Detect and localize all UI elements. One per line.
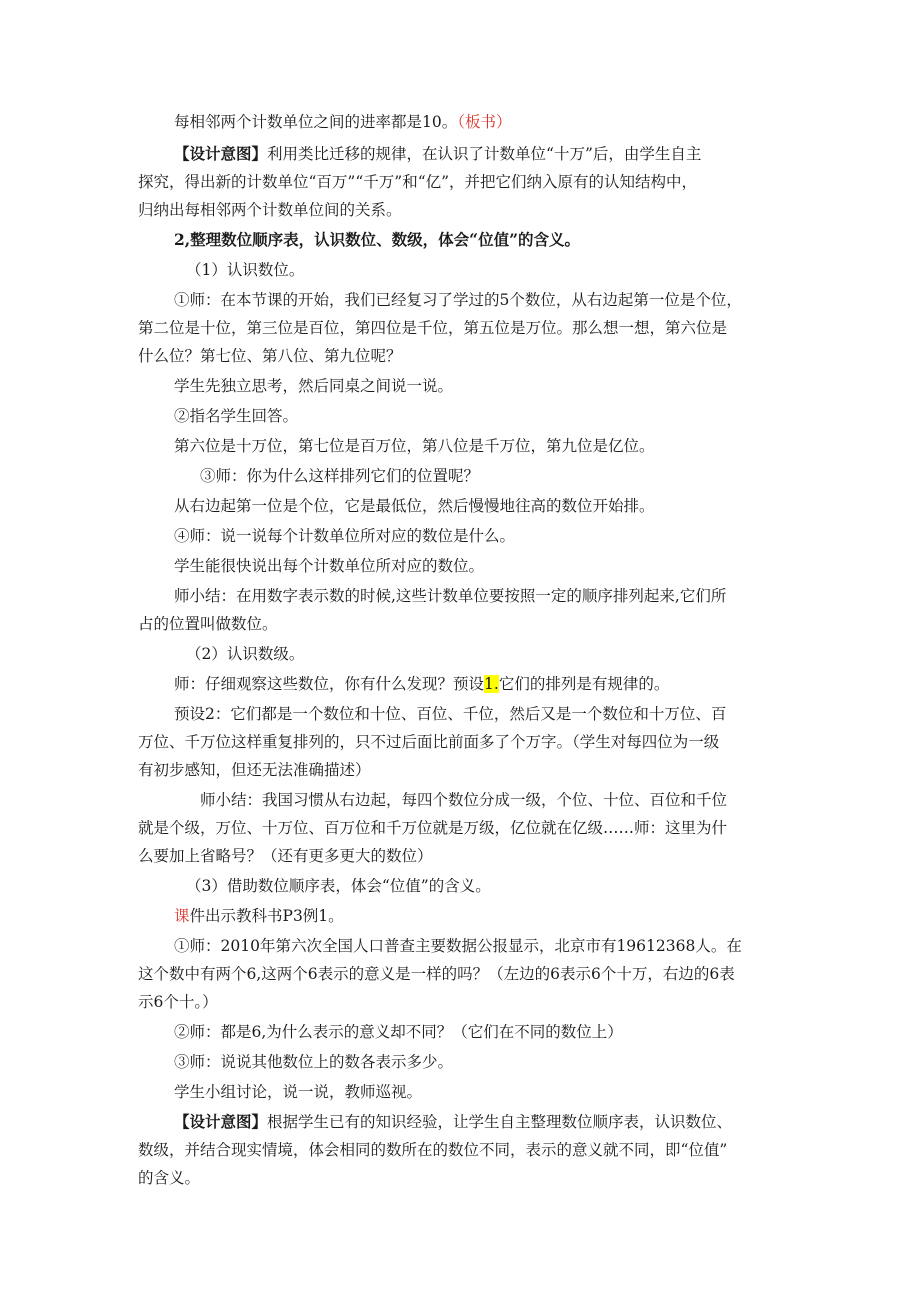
board-note: （板书）: [457, 113, 512, 131]
text-line: 的含义。: [138, 1169, 201, 1187]
text-line: ①师：2010年第六次全国人口普查主要数据公报显示，北京市有19612368人。在: [174, 937, 742, 955]
text-line: 就是个级，万位、十万位、百万位和千万位就是万级，亿位就在亿级……师：这里为什: [138, 819, 728, 837]
text-line: 占的位置叫做数位。: [138, 615, 278, 633]
text-line: 预设2：它们都是一个数位和十位、百位、千位，然后又是一个数位和十万位、百: [174, 705, 727, 723]
text-line: 探究，得出新的计数单位“百万”“千万”和“亿”，并把它们纳入原有的认知结构中，: [138, 173, 698, 191]
design-intent-label: 【设计意图】: [174, 1112, 268, 1131]
text-run: 它们的排列是有规律的。: [498, 675, 670, 693]
text-line: ②指名学生回答。: [174, 407, 299, 425]
highlighted-text: 1.: [484, 675, 499, 693]
text-line: 数级，并结合现实情境，体会相同的数所在的数位不同，表示的意义就不同，即“位值”: [138, 1141, 728, 1159]
text-line: 么要加上省略号？（还有更多更大的数位）: [138, 847, 433, 865]
text-line: 什么位？第七位、第八位、第九位呢？: [138, 347, 402, 365]
text-line: ④师：说一说每个计数单位所对应的数位是什么。: [174, 527, 516, 545]
text-line: [174, 904, 824, 928]
subsection-heading: （2）认识数级。: [186, 645, 305, 663]
text-line: [174, 1110, 824, 1134]
text-line: [174, 672, 824, 696]
text-line: 师小结：在用数字表示数的时候,这些计数单位要按照一定的顺序排列起来,它们所: [174, 587, 727, 605]
text-line: 学生先独立思考，然后同桌之间说一说。: [174, 377, 454, 395]
text-line: ②师：都是6,为什么表示的意义却不同？（它们在不同的数位上）: [174, 1023, 623, 1041]
courseware-mark: 课: [174, 907, 190, 925]
text-run: 利用类比迁移的规律，在认识了计数单位“十万”后，由学生自主: [267, 145, 702, 163]
text-run: 根据学生已有的知识经验，让学生自主整理数位顺序表，认识数位、: [267, 1113, 733, 1131]
text-line: 示6个十。）: [138, 993, 218, 1011]
text-run: 件出示教科书P3例1。: [189, 907, 344, 925]
text-line: 师小结：我国习惯从右边起，每四个数位分成一级，个位、十位、百位和千位: [200, 791, 728, 809]
text-line: ③师：说说其他数位上的数各表示多少。: [174, 1053, 454, 1071]
text-line: 第六位是十万位，第七位是百万位，第八位是千万位，第九位是亿位。: [174, 437, 655, 455]
text-line: ①师：在本节课的开始，我们已经复习了学过的5个数位，从右边起第一位是个位，: [174, 291, 742, 309]
text-line: 这个数中有两个6,这两个6表示的意义是一样的吗？（左边的6表示6个十万，右边的6表: [138, 965, 735, 983]
text-line: 第二位是十位，第三位是百位，第四位是千位，第五位是万位。那么想一想，第六位是: [138, 319, 728, 337]
text-line: 有初步感知，但还无法准确描述）: [138, 761, 371, 779]
text-line: 归纳出每相邻两个计数单位间的关系。: [138, 201, 402, 219]
text-line: [174, 110, 824, 134]
subsection-heading: （3）借助数位顺序表，体会“位值”的含义。: [186, 877, 491, 895]
text-line: 万位、千万位这样重复排列的，只不过后面比前面多了个万字。（学生对每四位为一级: [138, 733, 720, 751]
text-line: [174, 142, 824, 166]
text-line: ③师：你为什么这样排列它们的位置呢？: [200, 467, 480, 485]
subsection-heading: （1）认识数位。: [186, 261, 305, 279]
section-heading: 2,整理数位顺序表，认识数位、数级，体会“位值”的含义。: [174, 230, 581, 249]
text-line: 学生能很快说出每个计数单位所对应的数位。: [174, 557, 485, 575]
text-line: 学生小组讨论，说一说，教师巡视。: [174, 1083, 423, 1101]
text-run: 师：仔细观察这些数位，你有什么发现？预设: [174, 675, 485, 693]
design-intent-label: 【设计意图】: [174, 144, 268, 163]
text-line: 从右边起第一位是个位，它是最低位，然后慢慢地往高的数位开始排。: [174, 497, 655, 515]
text-run: 每相邻两个计数单位之间的进率都是10。: [174, 113, 458, 131]
